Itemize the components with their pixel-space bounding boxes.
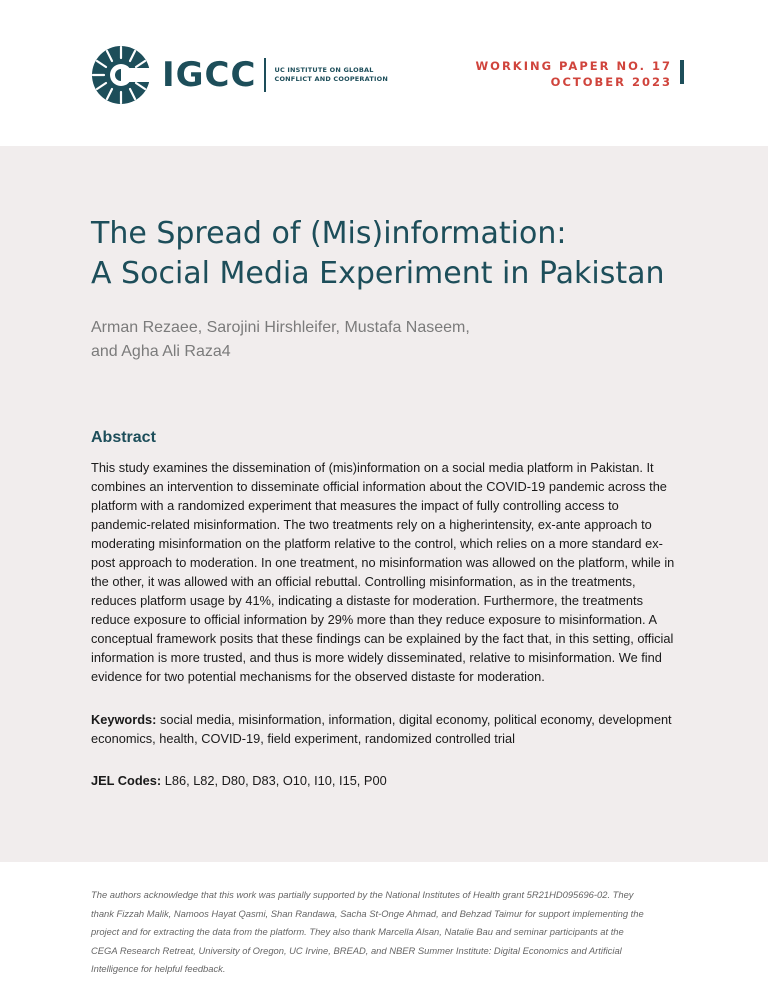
logo-wordmark: IGCC (162, 55, 257, 95)
igcc-logo-icon (90, 44, 152, 106)
abstract-text: This study examines the dissemination of (mis)information on a social media platform in Pakistan. It combines an intervention to disseminate official information about the COVID-19 pandemic across the platform with a randomized experiment that measures the impact of fully controlling access to pandemic-related misinformation. The two treatments rely on a higherintensity, ex-ante approach to moderating misinformation on the platform relative to the control, which relies on a more standard ex-post approach to moderation. In one treatment, no misinformation was allowed on the platform, while in the other, it was allowed with an official rebuttal. Controlling misinformation, as in the treatments, reduces platform usage by 41%, indicating a distaste for moderation. Furthermore, the treatments reduce exposure to official information by 29% more than they reduce exposure to misinformation. A conceptual framework posits that these findings can be explained by the fact that, in this setting, official information is more trusted, and thus is more widely disseminated, relative to misinformation. We find evidence for two potential mechanisms for the observed distaste for moderation. (91, 460, 675, 684)
keywords-label: Keywords: (91, 712, 157, 727)
title-line-1: The Spread of (Mis)information: (91, 216, 567, 251)
logo-subtitle-line2: CONFLICT AND COOPERATION (274, 75, 388, 83)
igcc-logo (90, 44, 388, 106)
jel-codes (91, 771, 681, 790)
working-paper-info (475, 58, 672, 90)
keywords-text: social media, misinformation, information, digital economy, political economy, development economics, health, COVID-19, field experiment, randomized controlled trial (91, 712, 672, 746)
title-line-2: A Social Media Experiment in Pakistan (91, 256, 665, 291)
jel-label: JEL Codes: (91, 773, 162, 788)
header (0, 0, 768, 146)
accent-bar (680, 60, 684, 84)
keywords (91, 710, 681, 748)
acknowledgement-footnote: The authors acknowledge that this work was partially supported by the National Institutes of Health grant 5R21HD095696-02. They thank Fizzah Malik, Namoos Hayat Qasmi, Shan Randawa, Sacha St-Onge Ahmad, and Behzad Taimur for support implementing the project and for extracting the data from the platform. They also thank Marcella Alsan, Natalie Bau and seminar participants at the CEGA Research Retreat, University of Oregon, UC Irvine, BREAD, and NBER Summer Institute: Digital Economics and Artificial Intelligence for helpful feedback. (91, 889, 644, 974)
authors-line-1: Arman Rezaee, Sarojini Hirshleifer, Mustafa Naseem, (91, 319, 470, 336)
authors (91, 316, 470, 364)
logo-subtitle (274, 66, 388, 84)
paper-date: OCTOBER 2023 (550, 75, 672, 89)
authors-line-2: and Agha Ali Raza4 (91, 343, 231, 360)
logo-divider (264, 58, 266, 92)
paper-title (91, 214, 665, 294)
jel-text: L86, L82, D80, D83, O10, I10, I15, P00 (161, 773, 387, 788)
abstract-heading: Abstract (91, 429, 156, 446)
working-paper-number: WORKING PAPER NO. 17 (475, 59, 672, 73)
logo-subtitle-line1: UC INSTITUTE ON GLOBAL (274, 66, 374, 74)
